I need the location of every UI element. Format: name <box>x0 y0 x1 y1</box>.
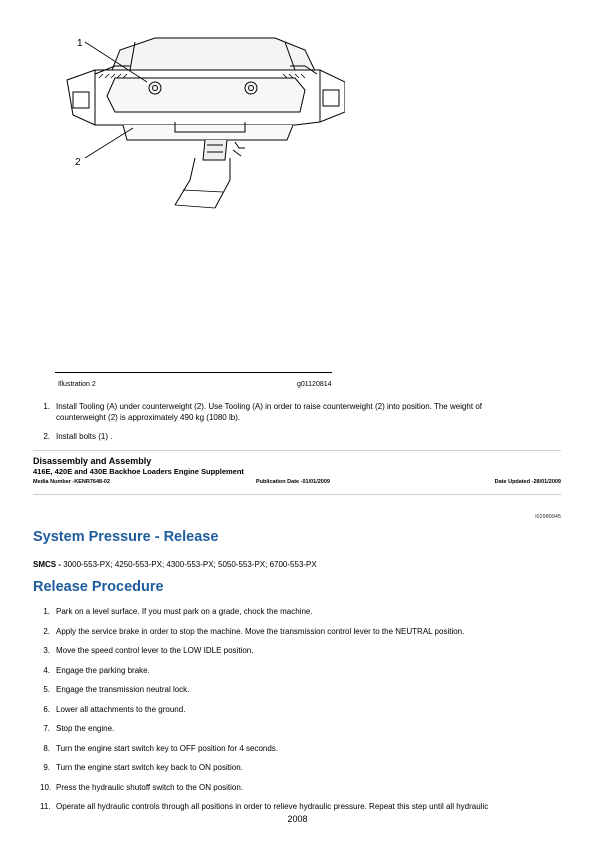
document-id: i02989945 <box>535 514 561 520</box>
meta-divider <box>33 494 561 495</box>
publication-date: Publication Date -01/01/2009 <box>256 479 330 485</box>
callout-2: 2 <box>75 157 81 168</box>
callout-1: 1 <box>77 38 83 49</box>
counterweight-illustration <box>55 30 345 210</box>
page-number: 2008 <box>287 814 308 824</box>
illustration-id: g01120814 <box>297 381 332 388</box>
media-number: Media Number -KENR7648-02 <box>33 479 111 485</box>
figure-rule <box>55 372 332 373</box>
section-subtitle: 416E, 420E and 430E Backhoe Loaders Engine Supplement <box>33 467 244 476</box>
illustration-label: Illustration 2 <box>58 381 96 388</box>
smcs-codes: SMCS - 3000-553-PX; 4250-553-PX; 4300-553-PX; 5050-553-PX; 6700-553-PX <box>33 560 317 569</box>
section-divider <box>33 450 561 451</box>
date-updated: Date Updated -28/01/2009 <box>494 479 561 485</box>
section-title: Disassembly and Assembly <box>33 456 152 466</box>
procedure-heading: Release Procedure <box>33 579 164 595</box>
page-title: System Pressure - Release <box>33 529 219 545</box>
